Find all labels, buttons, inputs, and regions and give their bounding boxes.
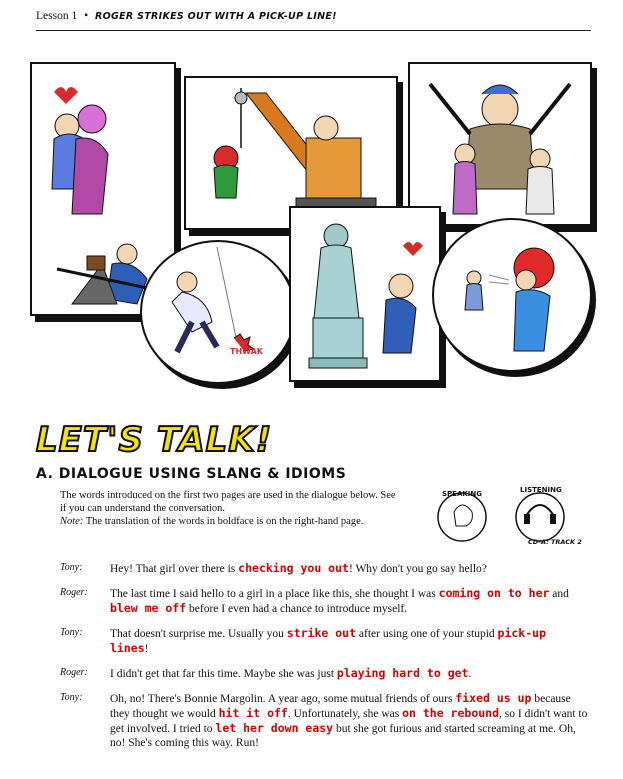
speaker-name: Tony:: [60, 692, 83, 703]
dialogue-fragment: !: [144, 643, 149, 655]
dialogue-line: [60, 626, 590, 656]
slang-term: hit it off: [218, 706, 288, 720]
dialogue-fragment: Hey! That girl over there is: [110, 563, 239, 575]
lesson-title: ROGER STRIKES OUT WITH A PICK-UP LINE!: [95, 11, 337, 22]
dialogue-fragment: . Unfortunately, she was: [287, 708, 403, 720]
illustration-crowd-panel: [408, 62, 592, 226]
dialogue-text: [110, 561, 590, 576]
dialogue-line: [60, 561, 590, 576]
illustration-redhead-circle: [432, 218, 592, 372]
slang-term: checking you out: [238, 561, 349, 575]
dialogue-fragment: The last time I said hello to a girl in a place like this, she thought I was: [110, 588, 439, 600]
slang-term: strike out: [286, 626, 357, 640]
dialogue-fragment: before I even had a chance to introduce myself.: [186, 603, 408, 615]
dialogue-fragment: because they thought we would: [110, 693, 571, 720]
dialogue-text: [110, 666, 590, 681]
dialogue-fragment: .: [468, 668, 472, 680]
dialogue-text: [110, 691, 590, 750]
dialogue-text: [110, 586, 590, 616]
slang-term: coming on to her: [438, 586, 550, 600]
dialogue-fragment: I didn't get that far this time. Maybe she was just: [110, 668, 337, 680]
slang-term: blew me off: [110, 601, 187, 615]
speaking-label: SPEAKING: [442, 490, 483, 498]
redhead-woman-illustration: [434, 220, 590, 370]
listening-badge-icon: [516, 493, 564, 541]
header-divider: [36, 30, 591, 31]
slang-term: on the rebound: [402, 706, 500, 720]
heart-icon: [403, 242, 423, 256]
dialogue-line: [60, 666, 590, 681]
section-heading: A. DIALOGUE USING SLANG & IDIOMS: [36, 466, 347, 482]
dialogue-block: [60, 561, 590, 760]
dialogue-text: [110, 626, 590, 656]
illustration-fall-circle: [140, 240, 296, 384]
lets-talk-banner-art: [34, 418, 274, 458]
falling-man-illustration: [142, 242, 294, 382]
header-bullet: •: [84, 10, 89, 22]
lesson-number: Lesson 1: [36, 10, 78, 22]
dialogue-line: [60, 586, 590, 616]
dialogue-fragment: , so I didn't want to get involved. I tried to: [110, 708, 588, 735]
slang-term: let her down easy: [215, 721, 334, 735]
sound-effect-text: THWAK: [230, 347, 264, 356]
speaker-name: Roger:: [60, 587, 88, 598]
listening-label: LISTENING: [520, 486, 562, 494]
lets-talk-banner: [34, 418, 274, 462]
illustration-statue-panel: [289, 206, 441, 382]
running-header: [36, 10, 337, 22]
slang-term: pick-up lines: [110, 626, 546, 655]
heart-icon: [54, 87, 78, 104]
cd-track-label: CD-A: TRACK 2: [528, 538, 582, 546]
slang-term: fixed us up: [455, 691, 532, 705]
dialogue-fragment: ! Why don't you go say hello?: [348, 563, 487, 575]
intro-text: The words introduced on the first two pages are used in the dialogue below. See if you can understand the conversation.: [60, 490, 396, 514]
banner-text: LET'S TALK!: [36, 420, 273, 458]
note-label: Note:: [60, 516, 84, 527]
slang-term: playing hard to get: [336, 666, 469, 680]
dialogue-fragment: but she got furious and started screaming at me. Oh, no! She's coming this way. Run!: [110, 723, 576, 749]
note-text: The translation of the words in boldface is on the right-hand page.: [83, 516, 364, 527]
speaker-name: Tony:: [60, 627, 83, 638]
dialogue-fragment: That doesn't surprise me. Usually you: [110, 628, 287, 640]
speaker-name: Roger:: [60, 667, 88, 678]
dialogue-fragment: Oh, no! There's Bonnie Margolin. A year ago, some mutual friends of ours: [110, 693, 456, 705]
section-intro: [60, 489, 398, 528]
dialogue-fragment: after using one of your stupid: [356, 628, 498, 640]
dialogue-line: [60, 691, 590, 750]
statue-illustration: [291, 208, 439, 380]
dialogue-fragment: and: [549, 588, 569, 600]
speaker-name: Tony:: [60, 562, 83, 573]
crowd-illustration: [410, 64, 590, 224]
